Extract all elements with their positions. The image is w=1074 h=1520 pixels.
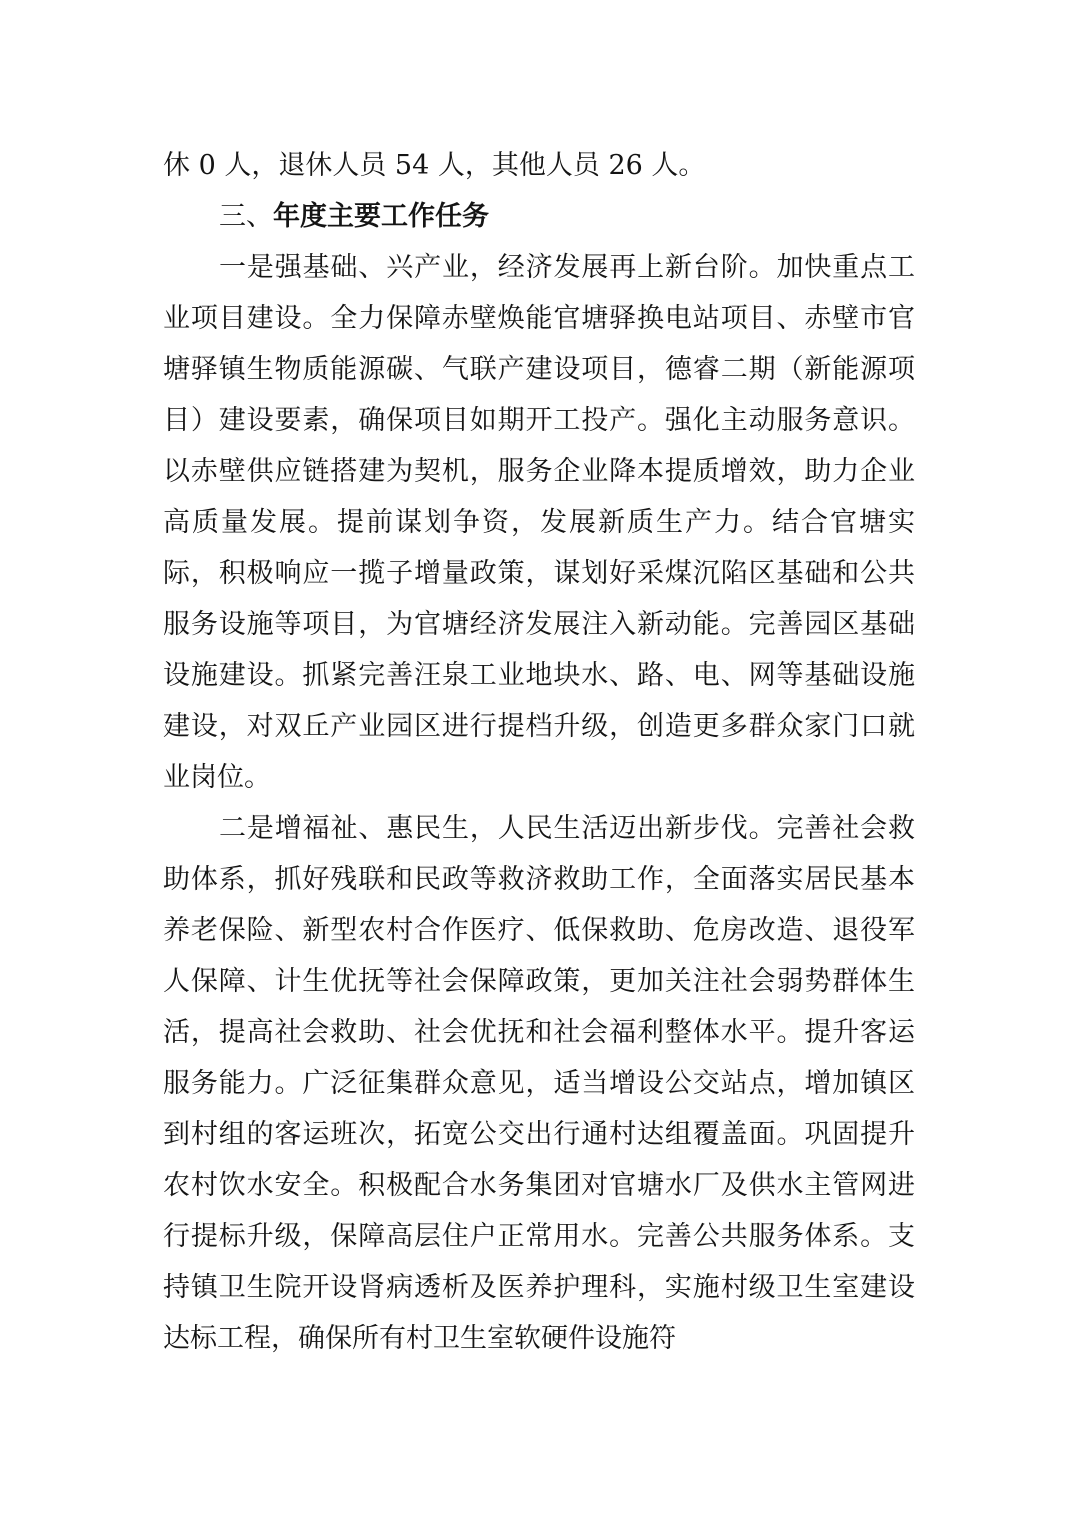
- continuation-paragraph: 休 0 人，退休人员 54 人，其他人员 26 人。: [163, 150, 706, 181]
- section-heading-title: 年度主要工作任务: [273, 201, 489, 232]
- section-heading-number: 三、: [219, 201, 273, 232]
- task-two-paragraph: 二是增福祉、惠民生，人民生活迈出新步伐。完善社会救助体系，抓好残联和民政等救济救助工作，全面落实居民基本养老保险、新型农村合作医疗、低保救助、危房改造、退役军人保障、计生优抚等社会保障政策，更加关注社会弱势群体生活，提高社会救助、社会优抚和社会福利整体水平。提升客运服务能力。广泛征集群众意见，适当增设公交站点，增加镇区到村组的客运班次，拓宽公交出行通村达组覆盖面。巩固提升农村饮水安全。积极配合水务集团对官塘水厂及供水主管网进行提标升级，保障高层住户正常用水。完善公共服务体系。支持镇卫生院开设肾病透析及医养护理科，实施村级卫生室建设达标工程，确保所有村卫生室软硬件设施符: [163, 813, 915, 1354]
- task-one-paragraph: 一是强基础、兴产业，经济发展再上新台阶。加快重点工业项目建设。全力保障赤壁焕能官塘驿换电站项目、赤壁市官塘驿镇生物质能源碳、气联产建设项目，德睿二期（新能源项目）建设要素，确保项目如期开工投产。强化主动服务意识。以赤壁供应链搭建为契机，服务企业降本提质增效，助力企业高质量发展。提前谋划争资，发展新质生产力。结合官塘实际，积极响应一揽子增量政策，谋划好采煤沉陷区基础和公共服务设施等项目，为官塘经济发展注入新动能。完善园区基础设施建设。抓紧完善汪泉工业地块水、路、电、网等基础设施建设，对双丘产业园区进行提档升级，创造更多群众家门口就业岗位。: [163, 252, 915, 793]
- document-body: [163, 140, 915, 1364]
- section-heading: [163, 191, 915, 242]
